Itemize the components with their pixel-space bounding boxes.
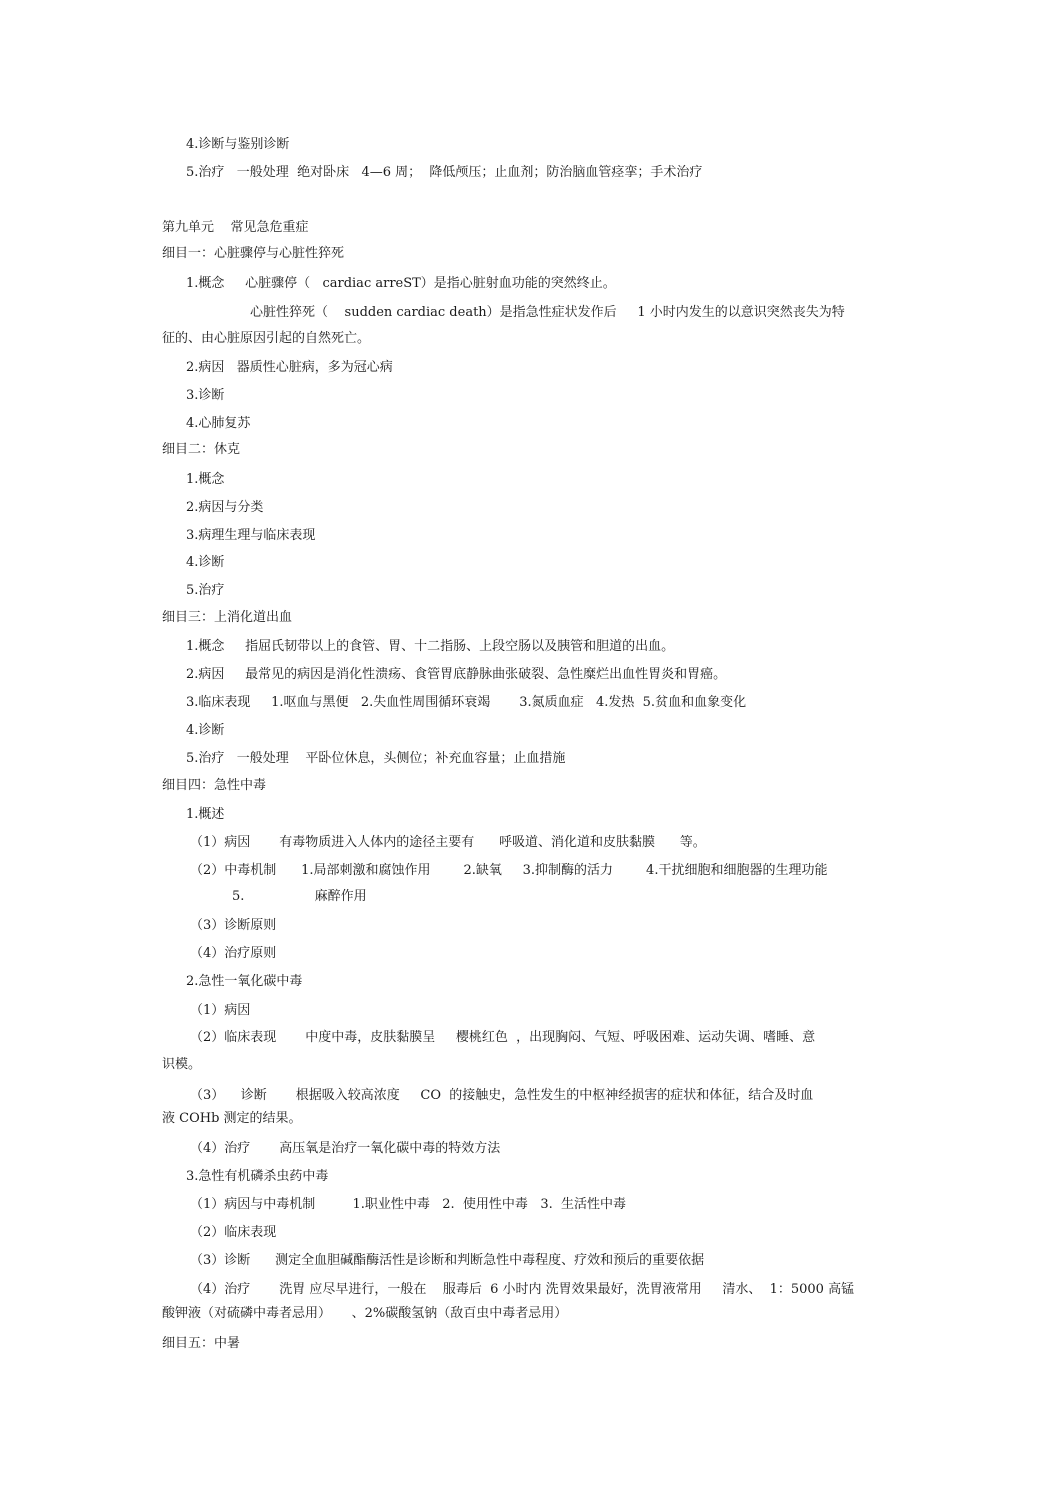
line: 2.病因 最常见的病因是消化性溃疡、食管胃底静脉曲张破裂、急性糜烂出血性胃炎和胃癌。 [186,667,727,682]
section-heading: 细目四：急性中毒 [162,778,267,793]
line: 3.病理生理与临床表现 [186,528,316,543]
line: 5.治疗 [186,583,225,598]
line: 5. 麻醉作用 [232,889,367,904]
line: 4.诊断与鉴别诊断 [186,137,290,152]
line: 3.临床表现 1.呕血与黑便 2.失血性周围循环衰竭 3.氮质血症 4.发热 5.贫血和血象变化 [186,695,747,710]
line: 酸钾液（对硫磷中毒者忌用） 、2%碳酸氢钠（敌百虫中毒者忌用） [162,1306,568,1321]
line: 2.病因与分类 [186,500,264,515]
line: 5.治疗 一般处理 平卧位休息，头侧位；补充血容量；止血措施 [186,751,566,766]
line: 2.病因 器质性心脏病，多为冠心病 [186,360,393,375]
line: （2）中毒机制 1.局部刺激和腐蚀作用 2.缺氧 3.抑制酶的活力 4.干扰细胞和细胞器的生理功能 [190,863,828,878]
line: 4.心肺复苏 [186,416,251,431]
line: 3.急性有机磷杀虫药中毒 [186,1169,329,1184]
line: （1）病因与中毒机制 1.职业性中毒 2. 使用性中毒 3. 生活性中毒 [190,1197,626,1212]
line: 1.概念 指屈氏韧带以上的食管、胃、十二指肠、上段空肠以及胰管和胆道的出血。 [186,639,675,654]
line: 1.概念 心脏骤停（ cardiac arreST）是指心脏射血功能的突然终止。 [186,276,616,291]
line: （2）临床表现 [190,1225,277,1240]
line: 心脏性猝死（ sudden cardiac death）是指急性症状发作后 1 小时内发生的以意识突然丧失为特 [250,305,845,320]
section-heading: 细目五：中暑 [162,1336,241,1351]
line: 3.诊断 [186,388,225,403]
line: （2）临床表现 中度中毒，皮肤黏膜呈 樱桃红色 ，出现胸闷、气短、呼吸困难、运动失调、嗜睡、意 [190,1030,816,1045]
line: 征的、由心脏原因引起的自然死亡。 [162,331,371,346]
line: （1）病因 有毒物质进入人体内的途径主要有 呼吸道、消化道和皮肤黏膜 等。 [190,835,706,850]
line: 1.概念 [186,472,225,487]
line: （3） 诊断 根据吸入较高浓度 CO 的接触史，急性发生的中枢神经损害的症状和体征，结合及时血 [190,1088,814,1103]
line: （1）病因 [190,1003,251,1018]
line: （4）治疗原则 [190,946,277,961]
line: 液 COHb 测定的结果。 [162,1111,302,1126]
section-heading: 细目一：心脏骤停与心脏性猝死 [162,246,345,261]
unit-heading: 第九单元 常见急危重症 [162,220,309,235]
section-heading: 细目三：上消化道出血 [162,610,293,625]
section-heading: 细目二：休克 [162,442,241,457]
line: （3）诊断 测定全血胆碱酯酶活性是诊断和判断急性中毒程度、疗效和预后的重要依据 [190,1253,705,1268]
line: 4.诊断 [186,555,225,570]
line: 识模。 [162,1057,202,1072]
line: 1.概述 [186,807,225,822]
line: （4）治疗 高压氧是治疗一氧化碳中毒的特效方法 [190,1141,501,1156]
line: 4.诊断 [186,723,225,738]
line: 2.急性一氧化碳中毒 [186,974,303,989]
line: （3）诊断原则 [190,918,277,933]
line: （4）治疗 洗胃 应尽早进行，一般在 服毒后 6 小时内 洗胃效果最好，洗胃液常用 清水、 1：5000 高锰 [190,1282,855,1297]
line: 5.治疗 一般处理 绝对卧床 4—6 周； 降低颅压；止血剂；防治脑血管痉挛；手术治疗 [186,165,703,180]
